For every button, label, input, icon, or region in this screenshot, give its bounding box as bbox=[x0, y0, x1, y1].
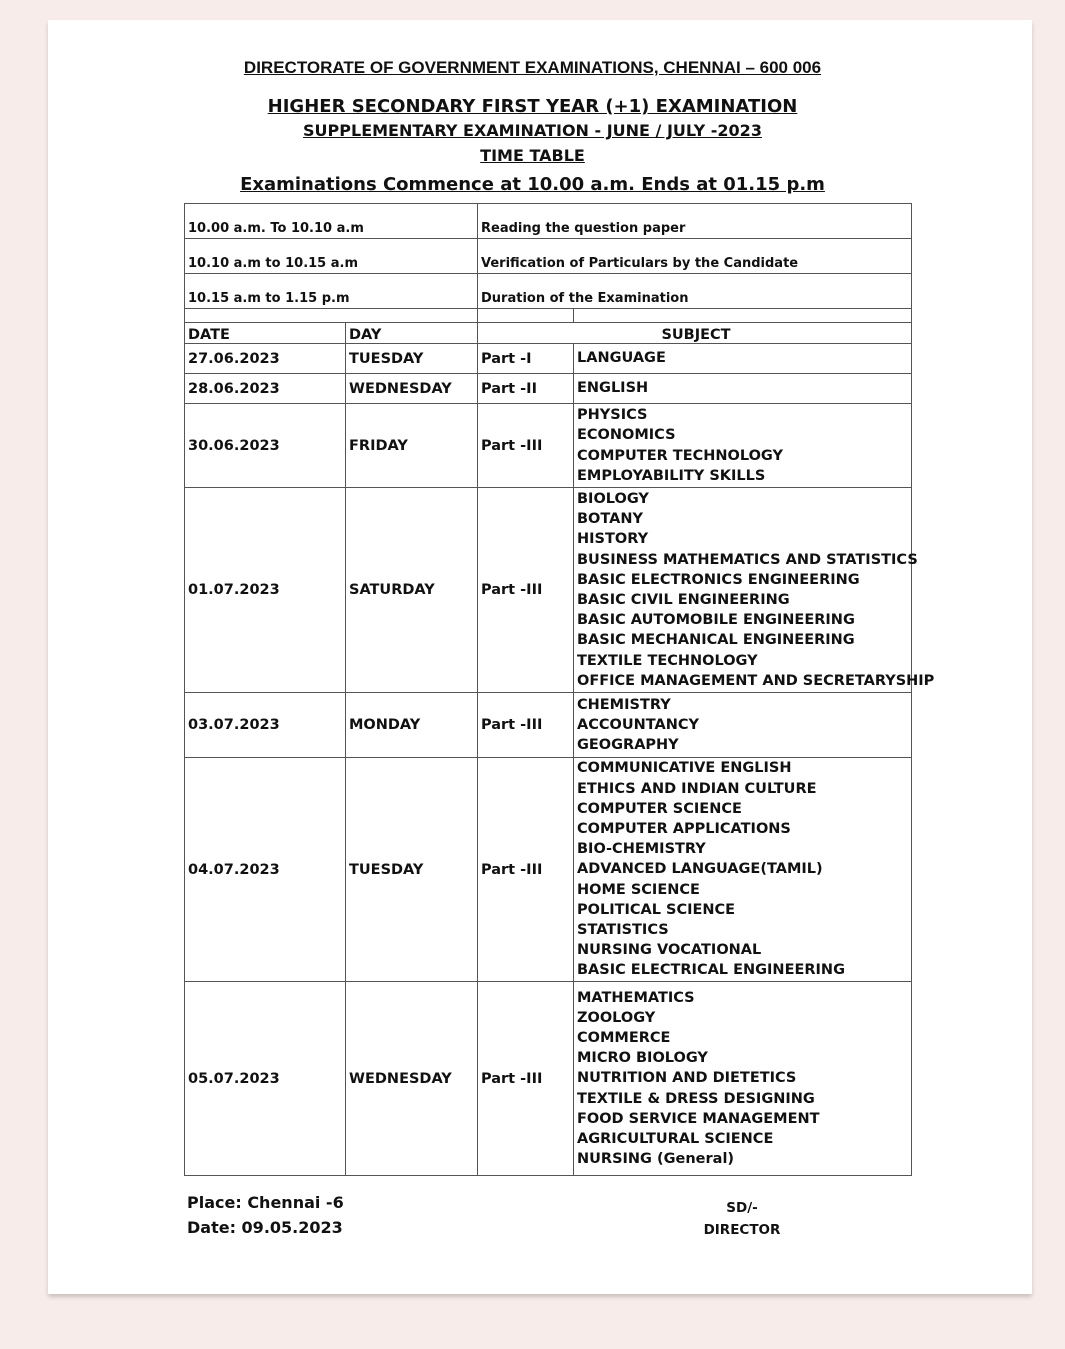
subject-item: BASIC CIVIL ENGINEERING bbox=[577, 592, 790, 608]
exam-date: 27.06.2023 bbox=[185, 344, 346, 374]
subject-item: TEXTILE TECHNOLOGY bbox=[577, 652, 758, 669]
subject-item: GEOGRAPHY bbox=[577, 737, 679, 754]
subject-item: HOME SCIENCE bbox=[577, 881, 700, 898]
issue-date-text: Date: 09.05.2023 bbox=[187, 1218, 343, 1237]
subject-item: ACCOUNTANCY bbox=[577, 716, 700, 733]
spacer-row bbox=[185, 309, 912, 323]
exam-subjects bbox=[574, 488, 935, 693]
subject-item: COMPUTER SCIENCE bbox=[577, 800, 742, 817]
subject-item: LANGUAGE bbox=[577, 350, 666, 367]
subject-item: BUSINESS MATHEMATICS AND STATISTICS bbox=[577, 551, 918, 568]
exam-day: TUESDAY bbox=[346, 344, 478, 374]
subject-item: ETHICS AND INDIAN CULTURE bbox=[577, 780, 817, 797]
exam-row bbox=[185, 488, 912, 693]
place-text: Place: Chennai -6 bbox=[187, 1193, 344, 1212]
signatory-text: DIRECTOR bbox=[703, 1222, 781, 1238]
exam-day: WEDNESDAY bbox=[346, 374, 478, 404]
timing-row bbox=[185, 239, 912, 274]
exam-subjects bbox=[574, 693, 912, 758]
subject-item: STATISTICS bbox=[577, 922, 669, 938]
timing-activity: Duration of the Examination bbox=[478, 274, 912, 309]
subject-item: ADVANCED LANGUAGE(TAMIL) bbox=[577, 861, 823, 878]
time-table-heading: TIME TABLE bbox=[480, 146, 585, 165]
subject-item: BASIC AUTOMOBILE ENGINEERING bbox=[577, 612, 855, 629]
subject-item: BIO-CHEMISTRY bbox=[577, 841, 706, 858]
subject-item: HISTORY bbox=[577, 531, 649, 548]
exam-date: 01.07.2023 bbox=[185, 488, 346, 693]
exam-subjects bbox=[574, 982, 912, 1176]
exam-day: SATURDAY bbox=[346, 488, 478, 693]
signed-text: SD/- bbox=[726, 1200, 758, 1216]
exam-date: 05.07.2023 bbox=[185, 982, 346, 1176]
date-column-header: DATE bbox=[185, 323, 346, 344]
timing-activity: Verification of Particulars by the Candidate bbox=[478, 239, 912, 274]
timing-time: 10.00 a.m. To 10.10 a.m bbox=[185, 204, 478, 239]
exam-day: FRIDAY bbox=[346, 404, 478, 488]
exam-row bbox=[185, 982, 912, 1176]
timing-activity: Reading the question paper bbox=[478, 204, 912, 239]
exam-part: Part -I bbox=[478, 344, 574, 374]
subject-item: COMMUNICATIVE ENGLISH bbox=[577, 760, 792, 777]
exam-subjects bbox=[574, 758, 912, 982]
exam-date: 04.07.2023 bbox=[185, 758, 346, 982]
exam-subjects bbox=[574, 374, 912, 404]
subject-item: ZOOLOGY bbox=[577, 1009, 656, 1026]
exam-subjects bbox=[574, 344, 912, 374]
subject-item: CHEMISTRY bbox=[577, 696, 671, 713]
subject-item: BASIC ELECTRONICS ENGINEERING bbox=[577, 571, 860, 588]
exam-row bbox=[185, 344, 912, 374]
timing-time: 10.15 a.m to 1.15 p.m bbox=[185, 274, 478, 309]
timing-time: 10.10 a.m to 10.15 a.m bbox=[185, 239, 478, 274]
day-column-header: DAY bbox=[346, 323, 478, 344]
exam-date: 28.06.2023 bbox=[185, 374, 346, 404]
exam-day: WEDNESDAY bbox=[346, 982, 478, 1176]
subject-column-header: SUBJECT bbox=[478, 323, 912, 344]
exam-date: 03.07.2023 bbox=[185, 693, 346, 758]
exam-part: Part -III bbox=[478, 982, 574, 1176]
exam-day: TUESDAY bbox=[346, 758, 478, 982]
exam-row bbox=[185, 404, 912, 488]
subject-item: EMPLOYABILITY SKILLS bbox=[577, 467, 766, 484]
exam-part: Part -III bbox=[478, 758, 574, 982]
timing-row bbox=[185, 274, 912, 309]
subject-item: OFFICE MANAGEMENT AND SECRETARYSHIP bbox=[577, 672, 935, 689]
exam-row bbox=[185, 374, 912, 404]
subject-item: NURSING (General) bbox=[577, 1151, 735, 1168]
subject-item: BIOLOGY bbox=[577, 490, 649, 507]
subject-item: BASIC MECHANICAL ENGINEERING bbox=[577, 632, 855, 649]
column-header-row bbox=[185, 323, 912, 344]
subject-item: AGRICULTURAL SCIENCE bbox=[577, 1131, 774, 1147]
exam-row bbox=[185, 693, 912, 758]
subject-item: MICRO BIOLOGY bbox=[577, 1050, 708, 1067]
exam-part: Part -II bbox=[478, 374, 574, 404]
exam-row bbox=[185, 758, 912, 982]
subject-item: NUTRITION AND DIETETICS bbox=[577, 1070, 797, 1087]
subject-item: POLITICAL SCIENCE bbox=[577, 901, 736, 918]
exam-subjects bbox=[574, 404, 912, 488]
subject-item: TEXTILE & DRESS DESIGNING bbox=[577, 1090, 815, 1107]
subject-item: FOOD SERVICE MANAGEMENT bbox=[577, 1110, 820, 1127]
supplementary-heading: SUPPLEMENTARY EXAMINATION - JUNE / JULY -2023 bbox=[303, 121, 762, 140]
subject-item: BOTANY bbox=[577, 511, 644, 528]
subject-item: COMPUTER APPLICATIONS bbox=[577, 820, 791, 837]
subject-item: ECONOMICS bbox=[577, 427, 676, 444]
exam-title: HIGHER SECONDARY FIRST YEAR (+1) EXAMINATION bbox=[267, 96, 798, 117]
exam-part: Part -III bbox=[478, 488, 574, 693]
time-table bbox=[184, 203, 935, 1176]
subject-item: NURSING VOCATIONAL bbox=[577, 942, 762, 959]
exam-day: MONDAY bbox=[346, 693, 478, 758]
subject-item: ENGLISH bbox=[577, 380, 649, 397]
subject-item: COMPUTER TECHNOLOGY bbox=[577, 447, 783, 464]
timing-row bbox=[185, 204, 912, 239]
subject-item: MATHEMATICS bbox=[577, 989, 695, 1006]
directorate-heading: DIRECTORATE OF GOVERNMENT EXAMINATIONS, CHENNAI – 600 006 bbox=[243, 58, 822, 77]
subject-item: PHYSICS bbox=[577, 407, 648, 424]
exam-part: Part -III bbox=[478, 693, 574, 758]
subject-item: BASIC ELECTRICAL ENGINEERING bbox=[577, 962, 845, 979]
exam-part: Part -III bbox=[478, 404, 574, 488]
subject-item: COMMERCE bbox=[577, 1029, 671, 1046]
commence-heading: Examinations Commence at 10.00 a.m. Ends at 01.15 p.m bbox=[240, 174, 825, 195]
exam-date: 30.06.2023 bbox=[185, 404, 346, 488]
